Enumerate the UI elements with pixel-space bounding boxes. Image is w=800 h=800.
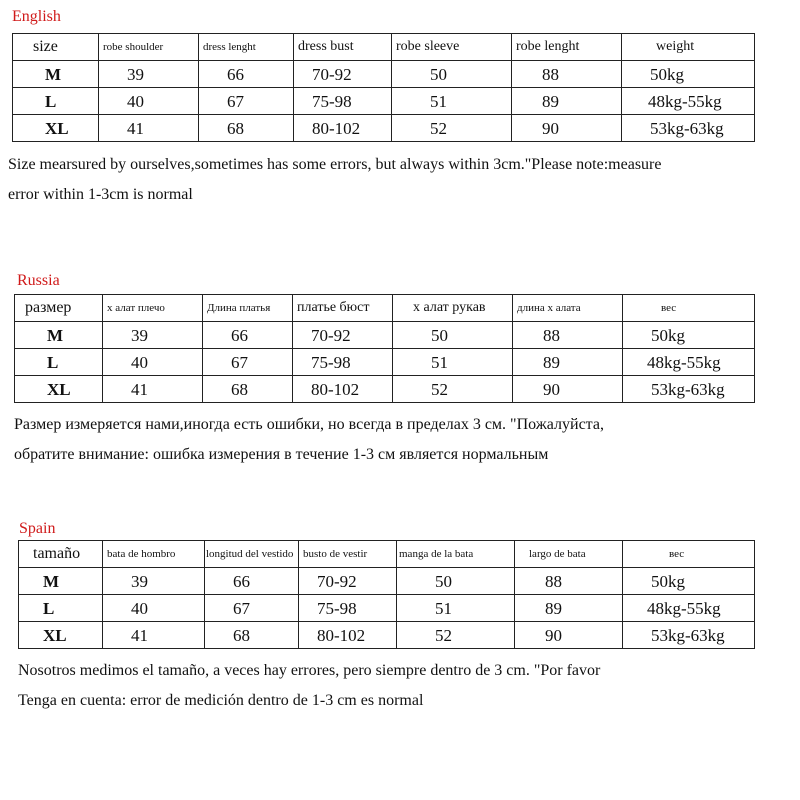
cell-size: L: [13, 88, 99, 115]
table-row: [15, 322, 755, 349]
cell: 40: [103, 595, 205, 622]
header-robe-shoulder: bata de hombro: [103, 541, 205, 568]
cell: 66: [205, 568, 299, 595]
cell: 53kg-63kg: [623, 622, 755, 649]
cell: 50: [397, 568, 515, 595]
header-dress-length: Длина платья: [203, 295, 293, 322]
cell: 75-98: [299, 595, 397, 622]
cell-size: L: [15, 349, 103, 376]
header-size: tamaño: [19, 541, 103, 568]
cell: 39: [99, 61, 199, 88]
cell: 89: [513, 349, 623, 376]
header-robe-length: robe lenght: [512, 34, 622, 61]
cell: 48kg-55kg: [623, 349, 755, 376]
cell: 90: [515, 622, 623, 649]
english-note-line-2: error within 1-3cm is normal: [8, 186, 193, 203]
cell: 67: [203, 349, 293, 376]
table-row: [13, 115, 755, 142]
spain-size-table: [18, 540, 755, 649]
cell-size: L: [19, 595, 103, 622]
spain-note-line-2: Tenga en cuenta: error de medición dentro de 1-3 cm es normal: [18, 692, 424, 709]
cell: 68: [205, 622, 299, 649]
header-robe-shoulder: х алат плечо: [103, 295, 203, 322]
header-robe-shoulder: robe shoulder: [99, 34, 199, 61]
russia-note: [14, 410, 604, 470]
cell: 40: [99, 88, 199, 115]
cell: 53kg-63kg: [622, 115, 755, 142]
cell: 66: [199, 61, 294, 88]
cell: 80-102: [293, 376, 393, 403]
cell: 50kg: [623, 322, 755, 349]
cell: 52: [397, 622, 515, 649]
cell: 66: [203, 322, 293, 349]
cell: 39: [103, 322, 203, 349]
header-size: size: [13, 34, 99, 61]
cell: 50kg: [623, 568, 755, 595]
cell: 41: [103, 622, 205, 649]
cell: 53kg-63kg: [623, 376, 755, 403]
table-row: [13, 88, 755, 115]
header-dress-length: dress lenght: [199, 34, 294, 61]
table-row: [15, 376, 755, 403]
header-dress-length: longitud del vestido: [205, 541, 299, 568]
cell: 88: [512, 61, 622, 88]
table-row: [13, 61, 755, 88]
cell: 67: [199, 88, 294, 115]
cell: 68: [203, 376, 293, 403]
table-row: [19, 595, 755, 622]
cell: 39: [103, 568, 205, 595]
russia-note-line-1: Размер измеряется нами,иногда есть ошибки, но всегда в пределах 3 см. "Пожалуйста,: [14, 416, 604, 433]
russia-size-table: [14, 294, 755, 403]
cell-size: XL: [15, 376, 103, 403]
table-row: [15, 349, 755, 376]
cell: 68: [199, 115, 294, 142]
spain-note: [18, 656, 600, 716]
cell: 51: [392, 88, 512, 115]
cell: 89: [512, 88, 622, 115]
header-weight: вес: [623, 541, 755, 568]
table-row: [19, 568, 755, 595]
cell: 41: [99, 115, 199, 142]
russia-note-line-2: обратите внимание: ошибка измерения в течение 1-3 см является нормальным: [14, 446, 549, 463]
cell: 90: [512, 115, 622, 142]
cell: 75-98: [293, 349, 393, 376]
cell-size: XL: [13, 115, 99, 142]
cell: 52: [393, 376, 513, 403]
cell-size: XL: [19, 622, 103, 649]
russia-title: Russia: [17, 272, 60, 289]
header-size: размер: [15, 295, 103, 322]
cell: 40: [103, 349, 203, 376]
header-weight: вес: [623, 295, 755, 322]
header-robe-length: largo de bata: [515, 541, 623, 568]
header-dress-bust: dress bust: [294, 34, 392, 61]
cell: 90: [513, 376, 623, 403]
header-dress-bust: платье бюст: [293, 295, 393, 322]
cell: 48kg-55kg: [622, 88, 755, 115]
cell: 48kg-55kg: [623, 595, 755, 622]
header-dress-bust: busto de vestir: [299, 541, 397, 568]
spain-note-line-1: Nosotros medimos el tamaño, a veces hay errores, pero siempre dentro de 3 cm. "Por favor: [18, 662, 601, 679]
english-size-table: [12, 33, 755, 142]
cell: 52: [392, 115, 512, 142]
cell: 70-92: [299, 568, 397, 595]
header-weight: weight: [622, 34, 755, 61]
english-title: English: [12, 8, 61, 25]
table-row: [19, 622, 755, 649]
header-robe-sleeve: manga de la bata: [397, 541, 515, 568]
cell: 50: [392, 61, 512, 88]
cell: 80-102: [294, 115, 392, 142]
header-robe-sleeve: robe sleeve: [392, 34, 512, 61]
header-robe-length: длина х алата: [513, 295, 623, 322]
cell: 80-102: [299, 622, 397, 649]
cell: 50kg: [622, 61, 755, 88]
cell-size: M: [13, 61, 99, 88]
cell: 75-98: [294, 88, 392, 115]
cell: 41: [103, 376, 203, 403]
spain-title: Spain: [19, 520, 56, 537]
english-note-line-1: Size mearsured by ourselves,sometimes has some errors, but always within 3cm."Please note:measure: [8, 156, 662, 173]
header-robe-sleeve: х алат рукав: [393, 295, 513, 322]
cell-size: M: [19, 568, 103, 595]
cell: 88: [513, 322, 623, 349]
cell: 89: [515, 595, 623, 622]
cell: 88: [515, 568, 623, 595]
cell: 50: [393, 322, 513, 349]
cell: 51: [393, 349, 513, 376]
cell: 70-92: [294, 61, 392, 88]
cell: 51: [397, 595, 515, 622]
cell-size: M: [15, 322, 103, 349]
cell: 70-92: [293, 322, 393, 349]
cell: 67: [205, 595, 299, 622]
english-note: [8, 150, 661, 210]
